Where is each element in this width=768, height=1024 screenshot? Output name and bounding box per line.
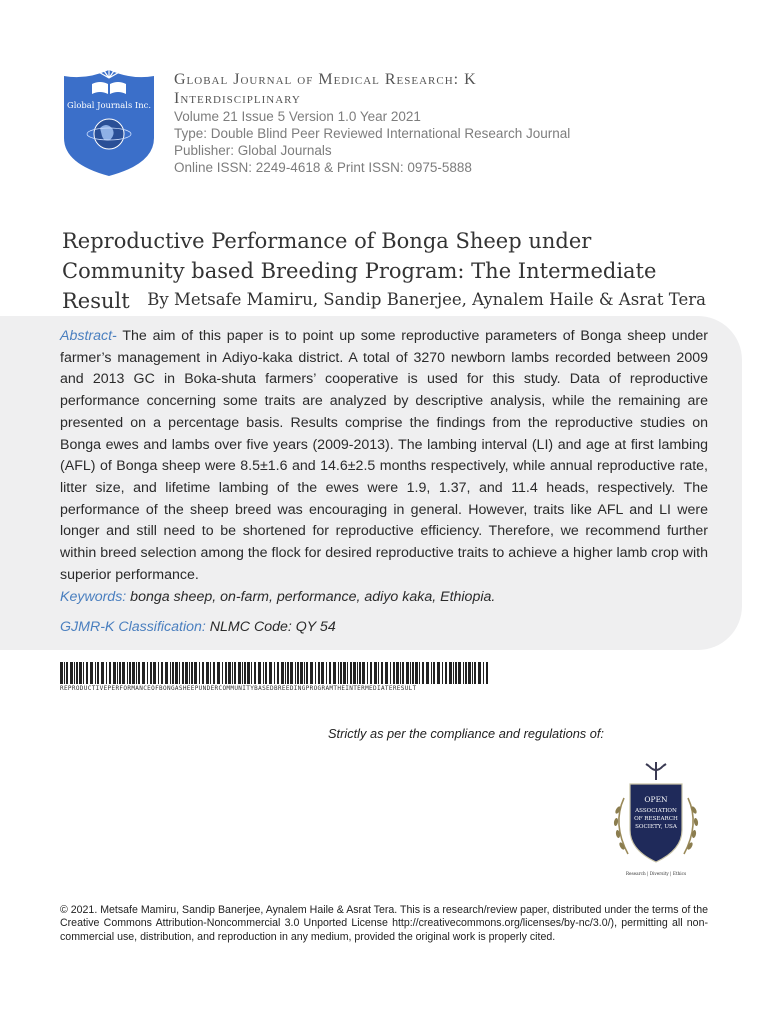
volume-line: Volume 21 Issue 5 Version 1.0 Year 2021	[174, 109, 421, 124]
barcode-bar	[367, 662, 368, 684]
barcode-bar	[315, 662, 316, 684]
barcode-bar	[378, 662, 379, 684]
keywords-label: Keywords:	[60, 589, 127, 605]
seal-line-4: SOCIETY, USA	[635, 824, 677, 830]
barcode-bar	[412, 662, 414, 684]
barcode-bar	[165, 662, 168, 684]
keywords-text: bonga sheep, on-farm, performance, adiyo kaka, Ethiopia.	[126, 589, 496, 605]
barcode-bar	[258, 662, 261, 684]
barcode-bar	[390, 662, 391, 684]
barcode-bar	[347, 662, 348, 684]
barcode-bar	[306, 662, 308, 684]
barcode-bar	[263, 662, 264, 684]
barcode-bar	[83, 662, 84, 684]
barcode-bar	[247, 662, 250, 684]
journal-title: Global Journal of Medical Research: K Interdisciplinary	[174, 71, 477, 107]
barcode-bar	[359, 662, 361, 684]
barcode-bar	[269, 662, 272, 684]
barcode-bar	[172, 662, 174, 684]
barcode-bar	[419, 662, 420, 684]
barcode-bar	[90, 662, 93, 684]
logo-text: Global Journals Inc.	[67, 100, 151, 110]
copyright-notice: © 2021. Metsafe Mamiru, Sandip Banerjee, Aynalem Haile & Asrat Tera. This is a research/review paper, distributed under the terms of the Creative Commons Attribution-Noncommercial 3.0 Unported License http://creativecommons.org/licenses/by-nc/3.0/), permitting all non-commercial use, distribution, and reproduction in any medium, provided the original work is properly cited.	[60, 904, 708, 943]
barcode-bar	[101, 662, 104, 684]
barcode-bar	[295, 662, 296, 684]
barcode-bar	[338, 662, 339, 684]
barcode-bar	[483, 662, 484, 684]
barcode-bar	[251, 662, 252, 684]
barcode-bar	[228, 662, 231, 684]
classification-text: NLMC Code: QY 54	[205, 619, 336, 635]
barcode-bar	[374, 662, 377, 684]
barcode-bar	[161, 662, 163, 684]
barcode-bar	[381, 662, 383, 684]
barcode-bar	[86, 662, 88, 684]
barcode-bar	[106, 662, 107, 684]
barcode-bar	[97, 662, 99, 684]
barcode-bar	[422, 662, 424, 684]
barcode-bar	[297, 662, 299, 684]
classification-label: GJMR-K Classification:	[60, 619, 206, 635]
barcode-bar	[445, 662, 447, 684]
keywords	[60, 589, 495, 605]
barcode-bar	[340, 662, 342, 684]
barcode-bar	[406, 662, 409, 684]
barcode-bar	[66, 662, 68, 684]
barcode-bar	[310, 662, 313, 684]
barcode-bar	[64, 662, 65, 684]
barcode-bar	[433, 662, 435, 684]
barcode-bar	[95, 662, 96, 684]
barcode-bar	[232, 662, 233, 684]
barcode-bar	[287, 662, 289, 684]
barcode-bar	[468, 662, 471, 684]
barcode-bar	[194, 662, 197, 684]
barcode-bar	[254, 662, 256, 684]
barcode-bar	[217, 662, 220, 684]
barcode-bar	[442, 662, 443, 684]
barcode-bar	[357, 662, 358, 684]
barcode-bar	[222, 662, 223, 684]
barcode-bar	[158, 662, 159, 684]
barcode-bar	[242, 662, 243, 684]
barcode-bar	[486, 662, 488, 684]
barcode-bar	[463, 662, 464, 684]
barcode-bar	[333, 662, 336, 684]
barcode-bar	[304, 662, 305, 684]
barcode-bar	[113, 662, 116, 684]
barcode-bar	[185, 662, 188, 684]
barcode-bar	[362, 662, 365, 684]
barcode-bar	[109, 662, 111, 684]
barcode-bar	[455, 662, 457, 684]
barcode-bar	[343, 662, 346, 684]
barcode-bar	[234, 662, 236, 684]
barcode-bar	[70, 662, 73, 684]
barcode-bar	[175, 662, 178, 684]
barcode-bar	[393, 662, 395, 684]
author-list: By Metsafe Mamiru, Sandip Banerjee, Aynalem Haile & Asrat Tera	[147, 290, 706, 309]
barcode-bar	[74, 662, 75, 684]
abstract	[60, 326, 708, 586]
barcode-bar	[153, 662, 156, 684]
barcode-bar	[122, 662, 125, 684]
barcode-bar	[410, 662, 411, 684]
barcode-bar	[170, 662, 171, 684]
barcode-bar	[400, 662, 401, 684]
seal-tagline: Research | Diversity | Ethics	[625, 871, 687, 876]
barcode-bar	[182, 662, 184, 684]
barcode-bar	[202, 662, 204, 684]
classification	[60, 619, 336, 635]
barcode-bar	[437, 662, 440, 684]
barcode-bar	[402, 662, 404, 684]
barcode-bar	[300, 662, 303, 684]
barcode-bar	[453, 662, 454, 684]
paper-title: Reproductive Performance of Bonga Sheep under Community based Breeding Program: The Intermediate Result	[62, 229, 657, 313]
barcode	[60, 662, 488, 684]
barcode-text: REPRODUCTIVEPERFORMANCEOFBONGASHEEPUNDERCOMMUNITYBASEDBREEDINGPROGRAMTHEINTERMEDIATERESULT	[60, 685, 417, 692]
seal-line-2: ASSOCIATION	[635, 808, 677, 814]
barcode-bar	[431, 662, 432, 684]
barcode-bar	[147, 662, 148, 684]
barcode-bar	[238, 662, 241, 684]
barcode-bar	[213, 662, 215, 684]
barcode-bar	[150, 662, 152, 684]
global-journals-logo	[62, 56, 156, 178]
barcode-bar	[329, 662, 331, 684]
barcode-bar	[127, 662, 128, 684]
barcode-bar	[225, 662, 227, 684]
barcode-bar	[415, 662, 418, 684]
barcode-bar	[191, 662, 193, 684]
barcode-bar	[281, 662, 284, 684]
barcode-bar	[326, 662, 327, 684]
barcode-bar	[277, 662, 279, 684]
barcode-bar	[119, 662, 121, 684]
barcode-bar	[426, 662, 429, 684]
issn-line: Online ISSN: 2249-4618 & Print ISSN: 0975-5888	[174, 160, 472, 175]
barcode-bar	[189, 662, 190, 684]
barcode-bar	[117, 662, 118, 684]
barcode-bar	[472, 662, 473, 684]
barcode-bar	[474, 662, 476, 684]
type-line: Type: Double Blind Peer Reviewed International Research Journal	[174, 126, 571, 141]
oars-seal	[606, 758, 706, 880]
barcode-bar	[199, 662, 200, 684]
barcode-bar	[449, 662, 452, 684]
barcode-bar	[79, 662, 82, 684]
abstract-label: Abstract-	[60, 328, 117, 344]
barcode-bar	[244, 662, 246, 684]
barcode-bar	[465, 662, 467, 684]
abstract-text: The aim of this paper is to point up some reproductive parameters of Bonga sheep under farmer’s management in Adiyo-kaka district. A total of 3270 newborn lambs recorded between 2009 and 2013 GC in Boka-shuta farmers’ cooperative is used for this study. Data of reproductive performance concerning some traits are analyzed by descriptive analysis, while the remaining are presented on a percentage basis. Results comprise the findings from the reproductive studies on Bonga ewes and lambs over five years (2009-2013). The lambing interval (LI) and age at first lambing (AFL) of Bonga sheep were 8.5±1.6 and 14.6±2.5 months respectively, while annual reproductive rate, litter size, and lifetime lambing of the ewes were 1.9, 1.37, and 11.4 heads, respectively. The performance of the sheep breed was encouraging in general. However, traits like AFL and LI were longer and still need to be shortened for reproductive efficiency. Therefore, we recommend further within breed selection among the flock for desired reproductive traits to achieve a higher lamb crop with superior performance.	[60, 328, 708, 583]
seal-line-3: OF RESEARCH	[634, 816, 678, 822]
barcode-bar	[142, 662, 145, 684]
barcode-bar	[265, 662, 267, 684]
compliance-statement: Strictly as per the compliance and regulations of:	[328, 726, 604, 741]
seal-line-1: OPEN	[644, 795, 668, 804]
barcode-bar	[285, 662, 286, 684]
barcode-bar	[274, 662, 275, 684]
barcode-bar	[321, 662, 324, 684]
barcode-bar	[179, 662, 180, 684]
barcode-bar	[132, 662, 135, 684]
barcode-bar	[370, 662, 372, 684]
barcode-bar	[60, 662, 63, 684]
barcode-bar	[129, 662, 131, 684]
barcode-bar	[458, 662, 461, 684]
barcode-bar	[478, 662, 481, 684]
barcode-bar	[396, 662, 399, 684]
barcode-bar	[136, 662, 137, 684]
barcode-bar	[290, 662, 293, 684]
barcode-bar	[353, 662, 356, 684]
barcode-bar	[385, 662, 388, 684]
barcode-bar	[350, 662, 352, 684]
barcode-bar	[210, 662, 211, 684]
barcode-bar	[76, 662, 78, 684]
barcode-bar	[318, 662, 320, 684]
barcode-bar	[138, 662, 140, 684]
publisher-line: Publisher: Global Journals	[174, 143, 332, 158]
barcode-bar	[206, 662, 209, 684]
